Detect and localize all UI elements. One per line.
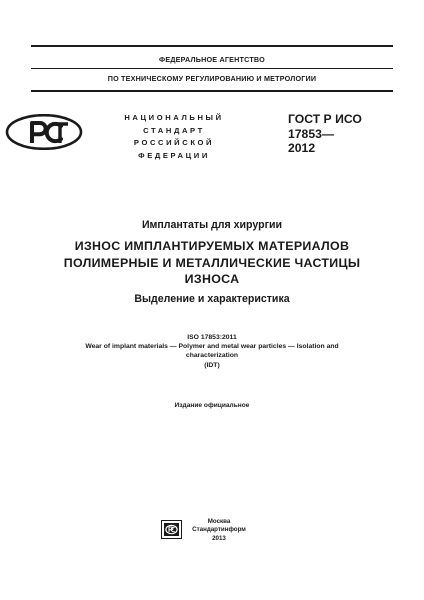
gost-designation — [288, 112, 398, 156]
main-title-line: ИЗНОСА — [184, 272, 240, 286]
main-title-line: ПОЛИМЕРНЫЕ И МЕТАЛЛИЧЕСКИЕ ЧАСТИЦЫ — [63, 255, 361, 270]
header-top-rule — [31, 45, 393, 47]
rst-logo-icon — [5, 114, 83, 150]
document-category: Имплантаты для хирургии — [141, 219, 283, 231]
standard-line: РОССИЙСКОЙ — [133, 138, 215, 148]
agency-name: ФЕДЕРАЛЬНОЕ АГЕНТСТВО — [159, 55, 265, 64]
standard-line: НАЦИОНАЛЬНЫЙ — [124, 113, 224, 122]
main-title-line: ИЗНОС ИМПЛАНТИРУЕМЫХ МАТЕРИАЛОВ — [74, 239, 350, 253]
publisher-line: 2013 — [212, 534, 226, 542]
publisher-line: Москва — [207, 518, 231, 525]
standartinform-logo-icon — [161, 520, 182, 539]
publisher-info — [189, 518, 249, 543]
standard-line: СТАНДАРТ — [143, 125, 205, 135]
iso-line: ISO 17853:2011 — [187, 334, 237, 341]
agency-subtitle: ПО ТЕХНИЧЕСКОМУ РЕГУЛИРОВАНИЮ И МЕТРОЛОГИИ — [107, 74, 317, 83]
gost-line: 2012 — [288, 141, 316, 155]
edition-label: Издание официальное — [174, 402, 250, 409]
national-standard-label — [100, 112, 248, 162]
iso-line: Wear of implant materials — Polymer and metal wear particles — Isolation and — [85, 343, 339, 351]
header-bottom-rule — [31, 90, 393, 92]
iso-line: characterization — [185, 352, 239, 360]
document-main-title — [20, 238, 404, 288]
iso-reference — [20, 333, 404, 370]
header-middle-rule — [31, 68, 393, 69]
standard-line: ФЕДЕРАЦИИ — [138, 150, 210, 160]
iso-line: (IDT) — [204, 361, 220, 369]
gost-line: ГОСТ Р ИСО — [288, 112, 362, 126]
gost-line: 17853— — [288, 126, 335, 141]
document-subtitle: Выделение и характеристика — [134, 293, 290, 305]
publisher-line: Стандартинформ — [192, 526, 246, 534]
